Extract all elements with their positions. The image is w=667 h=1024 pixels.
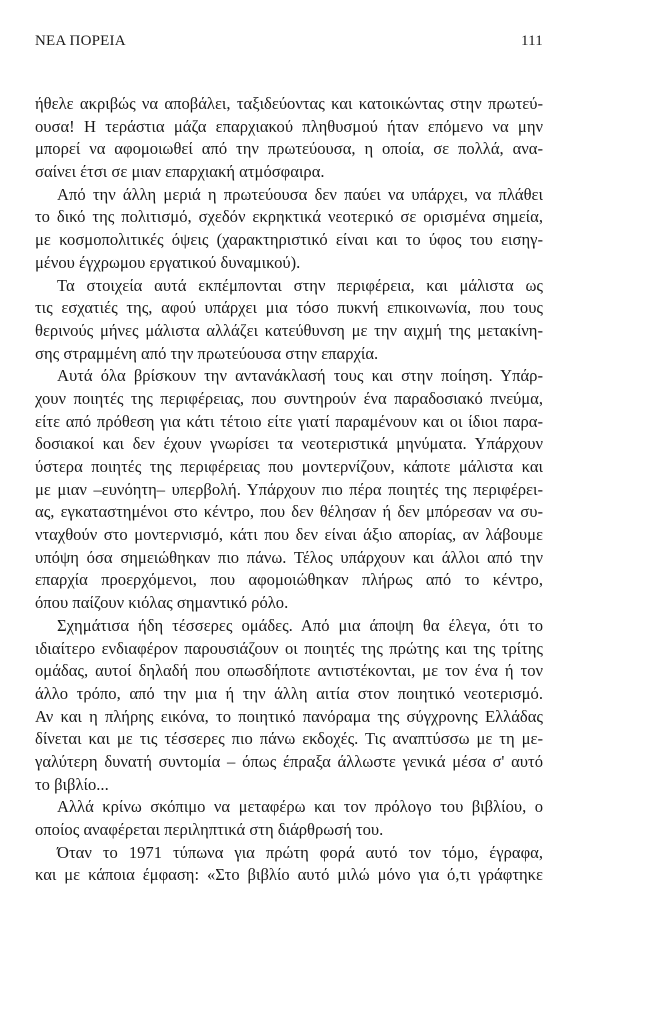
text-line: και με κάποια έμφαση: «Στο βιβλίο αυτό μιλώ μόνο για ό,τι γράφτηκε: [35, 865, 543, 885]
text-line: χουν ποιητές της περιφέρειας, που συντηρούν ένα παραδοσιακό πνεύμα,: [35, 388, 543, 408]
text-line: μπορεί να αφομοιωθεί από την πρωτεύουσα, η οποία, σε πολλά, ανα-: [35, 139, 543, 159]
text-line: με κοσμοπολιτικές όψεις (χαρακτηριστικό είναι και το ύφος του εισηγ-: [35, 230, 543, 250]
text-line: άλλο τρόπο, από την μια ή την άλλη αιτία στον ποιητικό νεοτερισμό.: [35, 683, 543, 703]
text-line: οποίος αναφέρεται περιληπτικά στη διάρθρωσή του.: [35, 820, 384, 839]
text-line: Από την άλλη μεριά η πρωτεύουσα δεν παύει να υπάρχει, να πλάθει: [57, 184, 543, 204]
text-line: το δικό της πολιτισμό, σχεδόν εκρηκτικά νεοτερικό σε ορισμένα σημεία,: [35, 207, 543, 227]
text-line: επαρχία προερχόμενοι, που αφομοιώθηκαν πλήρως από το κέντρο,: [35, 570, 543, 590]
text-line: τις εσχατιές της, αφού υπάρχει μια τόσο πυκνή επικοινωνία, που τους: [35, 298, 543, 318]
text-line: σαίνει έτσι σε μιαν επαρχιακή ατμόσφαιρα.: [35, 162, 325, 182]
text-line: ας, εγκαταστημένοι στο κέντρο, που δεν θέλησαν ή δεν μπόρεσαν να συ-: [35, 502, 543, 522]
text-line: ομάδας, αυτοί δηλαδή που οπωσδήποτε αντιστέκονται, με τον ένα ή τον: [35, 661, 543, 681]
text-line: θερινούς μήνες μάλιστα αλλάζει κατεύθυνση με την αιχμή της μετακίνη-: [35, 320, 543, 340]
text-line: μένου έγχρωμου εργατικού δυναμικού).: [35, 252, 301, 272]
text-line: δίνεται και με τις τέσσερες πιο πάνω εκδοχές. Τις αναπτύσσω με τη με-: [35, 729, 543, 749]
text-line: υπόψη όσα σημειώθηκαν πιο πάνω. Τέλος υπάρχουν και άλλοι από την: [35, 547, 543, 567]
text-line: δοσιακοί και δεν έχουν γνωρίσει τα νεοτεριστικά μηνύματα. Υπάρχουν: [35, 434, 543, 454]
text-line: όπου παίζουν κιόλας σημαντικό ρόλο.: [35, 593, 289, 613]
text-line: Αλλά κρίνω σκόπιμο να μεταφέρω και τον πρόλογο του βιβλίου, ο: [57, 797, 543, 817]
text-line: σης στραμμένη από την πρωτεύουσα στην επαρχία.: [35, 343, 379, 363]
text-line: ήθελε ακριβώς να αποβάλει, ταξιδεύοντας και κατοικώντας στην πρωτεύ-: [35, 94, 543, 113]
text-line: ουσα! Η τεράστια μάζα επαρχιακού πληθυσμού ήταν επόμενο να μην: [35, 116, 543, 136]
text-line: ύστερα ποιητές της περιφέρειας που μοντερνίζουν, κάποτε μάλιστα και: [35, 457, 543, 476]
body-text: [35, 93, 543, 887]
text-line: ιδιαίτερο ενδιαφέρον παρουσιάζουν οι ποιητές της πρώτης και της τρίτης: [35, 638, 543, 658]
text-line: Τα στοιχεία αυτά εκπέμπονται στην περιφέρεια, και μάλιστα ως: [57, 275, 543, 295]
text-line: νταχθούν στο μοντερνισμό, κάτι που δεν είναι άξιο απορίας, αν λάβουμε: [35, 525, 543, 545]
text-line: γαλύτερη δυνατή συντομία – όπως έπραξα άλλωστε γενικά μέσα σ' αυτό: [35, 751, 543, 771]
running-title: ΝΕΑ ΠΟΡΕΙΑ: [35, 33, 126, 49]
text-line: το βιβλίο...: [35, 774, 109, 794]
text-line: είτε από πρόθεση για κάτι τέτοιο είτε γιατί παραμένουν και οι ίδιοι παρα-: [35, 411, 543, 431]
text-line: Όταν το 1971 τύπωνα για πρώτη φορά αυτό τον τόμο, έγραφα,: [57, 842, 543, 862]
text-line: με μιαν –ευνόητη– υπερβολή. Υπάρχουν πιο πέρα ποιητές της περιφέρει-: [35, 479, 543, 499]
text-line: Αν και η πλήρης εικόνα, το ποιητικό πανόραμα της σύγχρονης Ελλάδας: [35, 706, 543, 726]
page-number: 111: [521, 33, 543, 49]
text-line: Αυτά όλα βρίσκουν την αντανάκλασή τους και στην ποίηση. Υπάρ-: [57, 366, 543, 386]
running-header: [35, 33, 543, 53]
text-line: Σχημάτισα ήδη τέσσερες ομάδες. Από μια άποψη θα έλεγα, ότι το: [57, 615, 543, 635]
